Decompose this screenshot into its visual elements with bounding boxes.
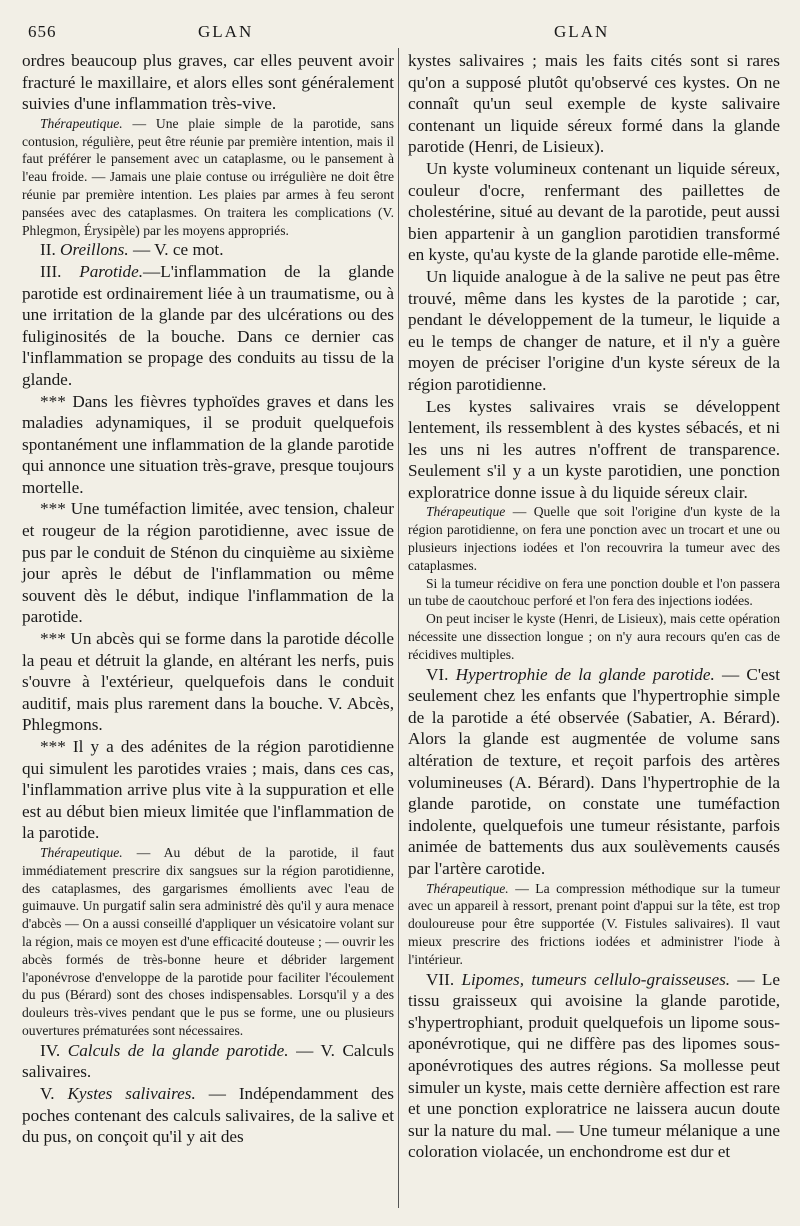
- section-number: V.: [40, 1083, 68, 1103]
- right-column-paragraph: [408, 610, 780, 663]
- section-title: Hypertrophie de la glande parotide.: [455, 664, 715, 684]
- left-column-paragraph: [22, 50, 394, 115]
- running-title-right: GLAN: [554, 22, 610, 41]
- right-column-paragraph: [408, 158, 780, 266]
- left-column-paragraph: [22, 844, 394, 1040]
- section-number: VI.: [426, 664, 456, 684]
- left-column-paragraph: [22, 1083, 394, 1148]
- section-number: II.: [40, 240, 61, 260]
- page-number: 656: [28, 22, 57, 41]
- right-column-paragraph: [408, 503, 780, 574]
- paragraph-text: Un kyste volumineux contenant un liquide séreux, couleur d'ocre, renfermant des paillettes de cholestérine, situé au devant de la parotide, peut aussi bien appartenir à un ganglion parotidien transformé en kyste, qu'au kyste de la glande parotide elle-même.: [408, 158, 780, 265]
- paragraph-text: Les kystes salivaires vrais se développent lentement, ils ressemblent à des kystes sébacés, et ni les uns ni les autres n'offrent de transparence. Seulement s'il y a un kyste parotidien, une ponction exploratrice donne issue à du liquide séreux clair.: [408, 396, 780, 502]
- paragraph-text: Si la tumeur récidive on fera une ponction double et l'on passera un tube de caoutchouc perforé et l'on fera des injections iodées.: [408, 575, 780, 609]
- paragraph-text: kystes salivaires ; mais les faits cités sont si rares qu'on a supposé plutôt qu'observé ces kystes. On ne connaît qu'un seul exemple de kyste salivaire contenant un liquide séreux formé dans la glande parotide (Henri, de Lisieux).: [408, 51, 780, 157]
- paragraph-text: — Le tissu graisseux qui avoisine la glande parotide, s'hypertrophiant, produit quelquefois un lipome sous-aponévrotique, qui ne diffère pas des lipomes sous-aponévrotiques des autres régions. Sa mollesse peut simuler un kyste, mais cette dernière affection est rare et une ponction exploratrice ne laissera aucun doute sur la nature du mal. — Une tumeur mélanique a une coloration violacée, un enchondrome est dur et: [408, 969, 780, 1162]
- running-header: [20, 22, 780, 48]
- section-title: Oreillons.: [60, 240, 129, 260]
- right-column-paragraph: [408, 396, 780, 504]
- paragraph-text: — Quelle que soit l'origine d'un kyste de la région parotidienne, on fera une ponction avec un trocart et une ou plusieurs injections iodées et l'on recouvrira la tumeur avec des cataplasmes.: [408, 504, 780, 573]
- paragraph-text: ordres beaucoup plus graves, car elles peuvent avoir fracturé le maxillaire, et alors elles sont généralement suivies d'une inflammation très-vive.: [22, 51, 394, 114]
- section-number: III.: [40, 261, 80, 281]
- right-column: [408, 50, 780, 1163]
- section-title: Lipomes, tumeurs cellulo-graisseuses.: [461, 969, 731, 989]
- therapy-label: Thérapeutique: [426, 504, 506, 520]
- paragraph-text: *** Il y a des adénites de la région parotidienne qui simulent les parotides vraies ; mais, dans ces cas, l'inflammation arrive plus vite à la suppuration et elle est au début bien mieux limitée que l'inflammation de la parotide.: [22, 737, 394, 843]
- paragraph-text: —L'inflammation de la glande parotide est ordinairement liée à un traumatisme, ou à une irritation de la glande par des ulcérations ou des fuliginosités de la bouche. Dans ce dernier cas l'inflammation se propage des conduits au tissu de la glande.: [22, 261, 395, 389]
- running-title-left: GLAN: [198, 22, 254, 41]
- paragraph-text: — V. Calculs salivaires.: [22, 1040, 395, 1082]
- left-column-paragraph: [22, 115, 394, 240]
- paragraph-text: — La compression méthodique sur la tumeur avec un appareil à ressort, prenant point d'appui sur la tête, est trop douloureuse pour être supportée (V. Fistules salivaires). Il vaut mieux prescrire des frictions iodées et administrer l'iode à l'intérieur.: [408, 880, 780, 967]
- therapy-label: Thérapeutique.: [426, 880, 509, 896]
- left-column-paragraph: [22, 1040, 394, 1083]
- left-column-paragraph: [22, 391, 394, 499]
- paragraph-text: On peut inciser le kyste (Henri, de Lisieux), mais cette opération nécessite une dissection longue ; on n'y aura recours qu'en cas de récidives multiples.: [408, 611, 780, 662]
- paragraph-text: — Indépendamment des poches contenant des calculs salivaires, de la salive et du pus, on conçoit qu'il y ait des: [22, 1083, 394, 1147]
- right-column-paragraph: [408, 969, 780, 1163]
- paragraph-text: *** Dans les fièvres typhoïdes graves et dans les maladies adynamiques, il se produit quelquefois spontanément une inflammation de la glande parotide qui annonce une situation très-grave, presque toujours mortelle.: [22, 391, 394, 497]
- section-number: VII.: [426, 969, 462, 989]
- right-column-paragraph: [408, 575, 780, 611]
- paragraph-text: — Au début de la parotide, il faut immédiatement prescrire dix sangsues sur la région parotidienne, des cataplasmes, des gargarismes émollients avec l'eau de guimauve. Un purgatif salin sera administré dès qu'il y aura menace d'abcès — On a aussi conseillé d'appliquer un vésicatoire volant sur la région, mais ce moyen est d'une efficacité douteuse ; — ouvrir les abcès formés de très-bonne heure et débrider largement l'aponévrose d'enveloppe de la parotide pour faciliter l'écoulement du pus (Bérard) sont des choses indispensables. Lorsqu'il y a des douleurs très-vives pendant que le pus se forme, une ou plusieurs ouvertures prématurées sont nécessaires.: [22, 844, 394, 1038]
- therapy-label: Thérapeutique.: [40, 844, 123, 860]
- paragraph-text: — Une plaie simple de la parotide, sans contusion, régulière, peut être réunie par première intention, mais il faut préférer le pansement avec un cataplasme, ou le pansement à l'eau froide. — Jamais une plaie contuse ou irrégulière ne doit être réunie par première intention. Les plaies par armes à feu seront pansées avec des cataplasmes. On traitera les complications (V. Phlegmon, Érysipèle) par les moyens appropriés.: [22, 115, 394, 238]
- left-column-paragraph: [22, 628, 394, 736]
- therapy-label: Thérapeutique.: [40, 115, 123, 131]
- paragraph-text: *** Un abcès qui se forme dans la parotide décolle la peau et détruit la glande, en altérant les nerfs, puis s'ouvre à l'extérieur, quelquefois dans le conduit auditif, mais plus rarement dans la bouche. V. Abcès, Phlegmons.: [22, 629, 394, 735]
- left-column-paragraph: [22, 498, 394, 628]
- paragraph-text: — V. ce mot.: [128, 240, 224, 260]
- right-column-paragraph: [408, 266, 780, 396]
- right-column-paragraph: [408, 50, 780, 158]
- paragraph-text: — C'est seulement chez les enfants que l'hypertrophie simple de la parotide a été observée (Sabatier, A. Bérard). Alors la glande est augmentée de volume sans altération de texture, et reçoit parfois des artères volumineuses (A. Bérard). Dans l'hypertrophie de la glande parotide, on constate une tuméfaction indolente, quelquefois une tumeur résistante, parfois animée de battements dus aux soulèvements causés par l'artère carotide.: [408, 664, 781, 878]
- paragraph-text: *** Une tuméfaction limitée, avec tension, chaleur et rougeur de la région parotidienne, avec issue de pus par le conduit de Sténon du cinquième au sixième jour après le début de l'inflammation ou même souvent dès le début, indique l'inflammation de la parotide.: [22, 499, 394, 627]
- right-column-paragraph: [408, 664, 780, 880]
- section-title: Kystes salivaires.: [67, 1083, 196, 1103]
- section-title: Parotide.: [79, 261, 144, 281]
- left-column-paragraph: [22, 736, 394, 844]
- right-column-paragraph: [408, 880, 780, 969]
- left-column-paragraph: [22, 239, 394, 261]
- left-column: [22, 50, 394, 1148]
- column-divider: [398, 48, 399, 1208]
- section-title: Calculs de la glande parotide.: [67, 1040, 289, 1060]
- paragraph-text: Un liquide analogue à de la salive ne peut pas être trouvé, même dans les kystes de la parotide ; car, pendant le développement de la tumeur, le liquide a eu le temps de changer de nature, et il n'y a guère moyen de préciser l'origine d'un kyste séreux de la région parotidienne.: [408, 266, 780, 394]
- section-number: IV.: [40, 1040, 68, 1060]
- left-column-paragraph: [22, 261, 394, 391]
